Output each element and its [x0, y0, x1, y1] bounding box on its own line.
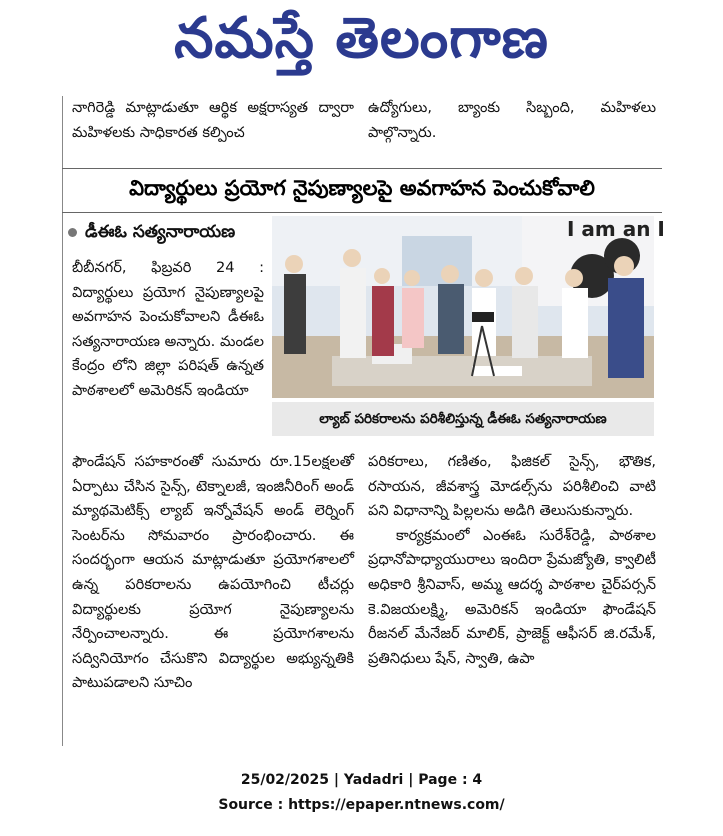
bullet-icon: [68, 228, 77, 237]
footer-source: Source : https://epaper.ntnews.com/: [218, 797, 505, 813]
divider-headline: [62, 212, 662, 213]
photo-caption: ల్యాబ్ పరికరాలను పరిశీలిస్తున్న డీఈఓ సత్యనారాయణ: [272, 402, 654, 436]
previous-article-text-left: నాగిరెడ్డి మాట్లాడుతూ ఆర్థిక అక్షరాస్యత ద్వారా మహిళలకు సాధికారత కల్పించ: [72, 99, 354, 141]
article-headline: విద్యార్థులు ప్రయోగ నైపుణ్యాలపై అవగాహన పెంచుకోవాలి: [129, 176, 595, 200]
byline: [68, 222, 235, 246]
previous-article-text-right: ఉద్యోగులు, బ్యాంకు సిబ్బంది, మహిళలు పాల్గొన్నారు.: [368, 99, 656, 141]
article-column-right: [368, 450, 656, 671]
divider-top: [62, 168, 662, 169]
article-paragraph-1: బీబీనగర్, ఫిబ్రవరి 24 : విద్యార్థులు ప్రయోగ నైపుణ్యాలపై అవగాహన పెంచుకోవాలని డీఈఓ సత్యనారాయణ అన్నారు. మండల కేంద్రం లోని జిల్లా పరిషత్ ఉన్నత పాఠశాలలో అమెరికన్ ఇండియా: [72, 259, 264, 399]
article-paragraph-4: కార్యక్రమంలో ఎంఈఓ సురేశ్‌రెడ్డి, పాఠశాల ప్రధానోపాధ్యాయురాలు ఇందిరా ప్రేమజ్యోతి, క్వాలిటీ అధికారి శ్రీనివాస్, అమ్మ ఆదర్శ పాఠశాల చైర్‌పర్సన్ కె.విజయలక్ష్మి, అమెరికన్ ఇండియా ఫౌండేషన్ రీజనల్ మేనేజర్ మాలిక్, ప్రాజెక్ట్ ఆఫీసర్ జి.రమేశ్, ప్రతినిధులు షేన్, స్వాతి, ఉపా: [368, 526, 656, 667]
lab-visit-photo: [272, 216, 665, 398]
previous-article-left-column: [72, 96, 354, 145]
article-column-left-lower: [72, 450, 354, 696]
article-column-left-upper: [72, 256, 264, 404]
byline-name: డీఈఓ సత్యనారాయణ: [85, 222, 236, 242]
photo-wall-text: I am an I: [567, 217, 665, 241]
article-paragraph-3: పరికరాలు, గణితం, ఫిజికల్ సైన్స్, భౌతిక, రసాయన, జీవశాస్త్ర మోడల్స్‌ను పరిశీలించి వాటి పని విధానాన్ని పిల్లలను అడిగి తెలుసుకున్నారు.: [368, 453, 656, 520]
article-photo: [272, 216, 665, 398]
masthead: [0, 0, 723, 92]
footer-date-edition: 25/02/2025 | Yadadri | Page : 4: [240, 772, 483, 788]
article-paragraph-2: ఫౌండేషన్ సహకారంతో సుమారు రూ.15లక్షలతో ఏర్పాటు చేసిన సైన్స్, టెక్నాలజీ, ఇంజినీరింగ్ అండ్ మ్యాథమెటిక్స్ ల్యాబ్ ఇన్నోవేషన్ అండ్ లెర్నింగ్ సెంటర్‌ను సోమవారం ప్రారంభించారు. ఈ సందర్భంగా ఆయన మాట్లాడుతూ ప్రయోగశాలలో ఉన్న పరికరాలను ఉపయోగించి టీచర్లు విద్యార్థులకు ప్రయోగ నైపుణ్యాలను నేర్పించాలన్నారు. ఈ ప్రయోగశాలను సద్వినియోగం చేసుకొని విద్యార్థుల అభ్యున్నతికి పాటుపడాలని సూచిం: [72, 453, 354, 692]
previous-article-right-column: [368, 96, 656, 145]
newspaper-title: నమస్తే తెలంగాణ: [174, 6, 549, 71]
